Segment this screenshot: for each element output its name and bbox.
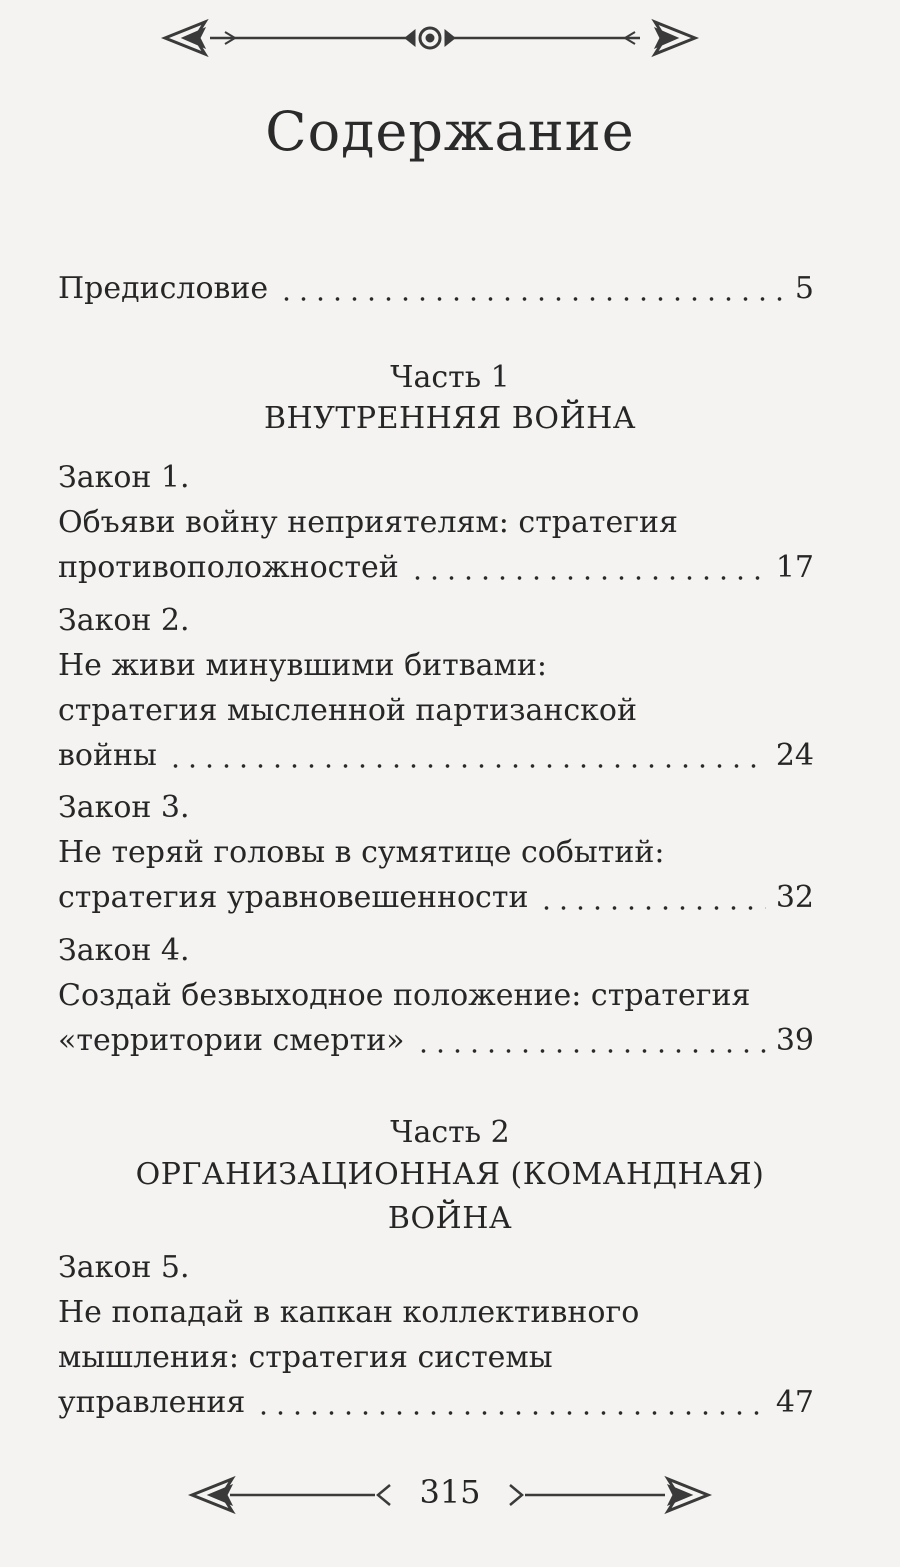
top-ornament-icon <box>0 8 900 68</box>
law-1-last-line: противоположностей <box>58 550 399 585</box>
law-4-last-line: «территории смерти» <box>58 1023 405 1058</box>
law-1-page: 17 <box>775 550 814 585</box>
dot-leader <box>255 1409 765 1417</box>
law-3-last-line: стратегия уравновешенности <box>58 880 529 915</box>
law-2-last-line: войны <box>58 738 157 773</box>
law-4-line-1: Создай безвыходное положение: стратегия <box>58 978 751 1013</box>
part-2-title-line-2: ВОЙНА <box>387 1201 513 1236</box>
law-2-label: Закон 2. <box>58 603 190 638</box>
law-3-label: Закон 3. <box>58 790 190 825</box>
law-3-page: 32 <box>775 880 814 915</box>
law-2-line-1: Не живи минувшими битвами: <box>58 648 547 683</box>
dot-leader <box>167 762 766 770</box>
law-5-line-2: мышления: стратегия системы <box>58 1340 553 1375</box>
law-4-page: 39 <box>775 1023 814 1058</box>
law-2-line-2: стратегия мысленной партизанской <box>58 693 637 728</box>
part-1-label: Часть 1 <box>390 360 510 395</box>
preface-label: Предисловие <box>58 271 269 306</box>
dot-leader <box>278 295 785 303</box>
law-5-label: Закон 5. <box>58 1250 190 1285</box>
law-1-line-1: Объяви войну неприятелям: стратегия <box>58 505 678 540</box>
law-5-page: 47 <box>775 1385 814 1420</box>
page-title: Содержание <box>265 100 635 163</box>
toc-entry-law-3 <box>58 785 814 920</box>
dot-leader <box>409 574 766 582</box>
toc-entry-law-4 <box>58 928 814 1063</box>
law-1-label: Закон 1. <box>58 460 190 495</box>
law-5-line-1: Не попадай в капкан коллективного <box>58 1295 640 1330</box>
toc-entry-law-2 <box>58 598 814 778</box>
law-3-line-1: Не теряй головы в сумятице событий: <box>58 835 665 870</box>
part-1-title: ВНУТРЕННЯЯ ВОЙНА <box>264 401 636 436</box>
part-2-label: Часть 2 <box>390 1115 510 1150</box>
part-2-title-line-1: ОРГАНИЗАЦИОННАЯ (КОМАНДНАЯ) <box>135 1157 765 1192</box>
preface-page: 5 <box>794 271 814 306</box>
law-5-last-line: управления <box>58 1385 246 1420</box>
toc-entry-law-1 <box>58 455 814 590</box>
page-number: 315 <box>419 1473 481 1511</box>
law-4-label: Закон 4. <box>58 933 190 968</box>
toc-entry-preface <box>58 266 814 311</box>
law-2-page: 24 <box>775 738 814 773</box>
toc-entry-law-5 <box>58 1245 814 1425</box>
dot-leader <box>538 904 765 912</box>
dot-leader <box>415 1047 766 1055</box>
